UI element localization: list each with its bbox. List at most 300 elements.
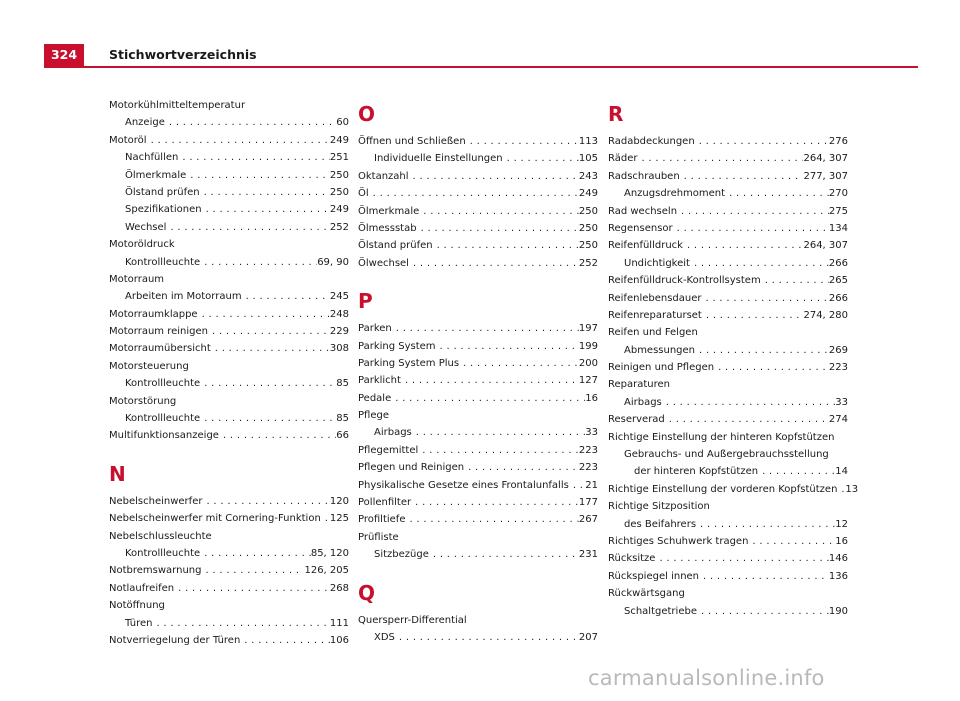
dot-leader <box>202 201 330 218</box>
dot-leader <box>419 203 579 220</box>
index-term: Ölmessstab <box>358 222 417 234</box>
dot-leader <box>242 288 330 305</box>
index-entry <box>608 133 848 150</box>
index-term: Motorstörung <box>109 395 177 407</box>
index-page-ref: 106 <box>329 634 349 646</box>
index-entry <box>608 342 848 359</box>
index-entry <box>608 429 848 446</box>
index-term: Individuelle Einstellungen <box>374 153 503 165</box>
index-entry <box>608 272 848 289</box>
index-entry <box>109 167 349 184</box>
index-page-ref: 229 <box>329 326 349 338</box>
dot-leader <box>186 167 330 184</box>
index-entry <box>109 201 349 218</box>
index-column-1 <box>109 97 349 649</box>
index-page-ref: 197 <box>578 323 598 335</box>
index-term: Öffnen und Schließen <box>358 136 466 147</box>
index-entry <box>608 324 848 341</box>
index-page-ref: 265 <box>828 275 848 287</box>
dot-leader <box>178 149 330 166</box>
index-page-ref: 274, 280 <box>803 309 848 321</box>
index-entry <box>358 546 598 563</box>
index-entry <box>358 255 598 272</box>
dot-leader <box>748 533 835 550</box>
index-term: Reifenreparaturset <box>608 309 702 321</box>
dot-leader <box>690 255 829 272</box>
index-page-ref: 243 <box>578 170 598 182</box>
dot-leader <box>411 494 579 511</box>
index-page-ref: 60 <box>336 117 349 129</box>
index-page-ref: 126, 205 <box>304 565 349 577</box>
index-term: Radschrauben <box>608 170 680 182</box>
index-entry <box>109 528 349 545</box>
index-page-ref: 264, 307 <box>803 240 848 252</box>
index-entry <box>109 288 349 305</box>
index-column-2 <box>358 97 598 646</box>
dot-leader <box>702 290 829 307</box>
index-entry <box>358 355 598 372</box>
dot-leader <box>219 427 336 444</box>
index-entry <box>109 358 349 375</box>
index-entry <box>608 255 848 272</box>
index-term: Rückwärtsgang <box>608 588 685 600</box>
index-term: Reifenfülldruck-Kontrollsystem <box>608 275 761 287</box>
index-entry <box>608 203 848 220</box>
index-term: Richtige Sitzposition <box>608 501 710 513</box>
index-entry <box>109 323 349 340</box>
index-entry <box>358 168 598 185</box>
dot-leader <box>409 168 579 185</box>
dot-leader <box>208 323 330 340</box>
index-entry <box>109 562 349 579</box>
dot-leader <box>464 459 579 476</box>
index-term: Anzeige <box>125 117 165 129</box>
index-entry <box>608 359 848 376</box>
dot-leader <box>837 481 845 498</box>
index-term: Pflege <box>358 410 389 422</box>
dot-leader <box>466 133 579 150</box>
dot-leader <box>695 133 829 150</box>
index-page-ref: 264, 307 <box>803 153 848 165</box>
index-term: Reserverad <box>608 414 665 426</box>
dot-leader <box>201 562 304 579</box>
index-entry <box>109 271 349 288</box>
index-term: Motorraum reinigen <box>109 326 208 338</box>
index-page-ref: 69, 90 <box>317 256 349 268</box>
index-entry <box>109 306 349 323</box>
index-term: Notlaufreifen <box>109 582 175 594</box>
index-entry <box>608 481 859 498</box>
dot-leader <box>200 410 336 427</box>
dot-leader <box>702 307 804 324</box>
dot-leader <box>200 545 311 562</box>
index-entry <box>358 185 598 202</box>
index-entry <box>109 427 349 444</box>
index-term: Airbags <box>624 396 662 408</box>
index-page-ref: 111 <box>329 617 349 629</box>
index-entry <box>109 132 349 149</box>
index-page-ref: 105 <box>578 153 598 165</box>
index-entry <box>358 320 598 337</box>
dot-leader <box>174 580 330 597</box>
index-page-ref: 16 <box>835 535 848 547</box>
index-entry <box>608 603 848 620</box>
dot-leader <box>392 320 579 337</box>
index-term: der hinteren Kopfstützen <box>634 466 759 478</box>
index-entry <box>109 510 349 527</box>
index-entry <box>608 463 848 480</box>
dot-leader <box>395 629 579 646</box>
index-term: Arbeiten im Motorraum <box>125 291 242 303</box>
index-entry <box>358 477 598 494</box>
dot-leader <box>696 516 835 533</box>
index-term: Motoröl <box>109 134 147 146</box>
index-term: Gebrauchs- und Außergebrauchsstellung <box>624 449 829 461</box>
index-entry <box>109 545 349 562</box>
index-entry <box>358 442 598 459</box>
index-page-ref: 200 <box>578 357 598 369</box>
index-entry <box>358 390 598 407</box>
index-page-ref: 16 <box>585 392 598 404</box>
index-term: Kontrollleuchte <box>125 378 201 390</box>
index-entry <box>109 632 349 649</box>
index-term: Richtige Einstellung der hinteren Kopfstützen <box>608 431 835 443</box>
index-term: Oktanzahl <box>358 170 409 182</box>
index-term: Prüfliste <box>358 531 399 543</box>
index-entry <box>358 529 598 546</box>
index-column-3 <box>608 97 859 620</box>
dot-leader <box>417 220 579 237</box>
index-page-ref: 12 <box>835 518 848 530</box>
index-page-ref: 267 <box>578 514 598 526</box>
dot-leader <box>436 338 579 355</box>
index-entry <box>608 150 848 167</box>
index-term: Abmessungen <box>624 344 696 356</box>
index-term: Richtige Einstellung der vorderen Kopfstützen <box>608 483 838 495</box>
index-term: Nebelscheinwerfer <box>109 495 203 507</box>
index-term: Reifen und Felgen <box>608 327 698 339</box>
index-page-ref: 245 <box>329 291 349 303</box>
index-page-ref: 250 <box>578 222 598 234</box>
index-term: Parking System <box>358 340 436 352</box>
index-entry <box>358 494 598 511</box>
page-header <box>0 44 918 66</box>
index-term: Pflegemittel <box>358 444 419 456</box>
dot-leader <box>662 394 836 411</box>
index-term: Richtiges Schuhwerk tragen <box>608 535 749 547</box>
index-entry <box>358 237 598 254</box>
dot-leader <box>198 306 330 323</box>
index-term: Kontrollleuchte <box>125 256 201 268</box>
dot-leader <box>433 237 579 254</box>
index-entry <box>358 150 598 167</box>
dot-leader <box>200 254 317 271</box>
index-term: Öl <box>358 188 369 200</box>
index-entry <box>358 407 598 424</box>
dot-leader <box>401 372 579 389</box>
index-entry <box>109 340 349 357</box>
index-page-ref: 85, 120 <box>310 547 349 559</box>
section-title: Stichwortverzeichnis <box>109 47 257 62</box>
dot-leader <box>665 411 829 428</box>
dot-leader <box>166 219 329 236</box>
index-page-ref: 250 <box>578 205 598 217</box>
dot-leader <box>677 203 829 220</box>
index-entry <box>608 290 848 307</box>
index-term: Wechsel <box>125 221 167 233</box>
index-page-ref: 207 <box>578 631 598 643</box>
index-term: Türen <box>125 617 153 629</box>
index-page-ref: 308 <box>329 343 349 355</box>
index-entry <box>608 516 848 533</box>
index-entry <box>109 493 349 510</box>
index-term: Ölstand prüfen <box>125 186 200 198</box>
index-term: Motorraumklappe <box>109 308 198 320</box>
index-entry <box>109 236 349 253</box>
index-term: Parklicht <box>358 375 401 387</box>
dot-leader <box>761 272 829 289</box>
index-entry <box>608 411 848 428</box>
index-letter-heading: O <box>358 102 376 126</box>
index-page-ref: 266 <box>828 292 848 304</box>
index-page-ref: 250 <box>329 186 349 198</box>
index-term: Profiltiefe <box>358 514 406 526</box>
index-term: Parken <box>358 323 392 335</box>
dot-leader <box>418 442 579 459</box>
index-entry <box>608 237 848 254</box>
dot-leader <box>321 510 330 527</box>
index-page-ref: 21 <box>585 479 598 491</box>
index-page-ref: 85 <box>336 378 349 390</box>
index-entry <box>608 446 848 463</box>
dot-leader <box>725 185 829 202</box>
dot-leader <box>673 220 829 237</box>
index-term: Quersperr-Differential <box>358 614 467 626</box>
index-letter-heading: R <box>608 102 624 126</box>
index-entry <box>109 97 349 114</box>
index-page-ref: 127 <box>578 375 598 387</box>
index-page-ref: 134 <box>828 222 848 234</box>
index-entry <box>608 585 848 602</box>
index-entry <box>358 372 598 389</box>
index-page-ref: 113 <box>578 136 598 147</box>
index-entry <box>608 220 848 237</box>
index-page-ref: 125 <box>329 513 349 525</box>
index-entry <box>608 550 848 567</box>
index-page-ref: 276 <box>828 136 848 147</box>
index-page-ref: 269 <box>828 344 848 356</box>
index-term: Multifunktionsanzeige <box>109 430 219 442</box>
index-page-ref: 120 <box>329 495 349 507</box>
index-entry <box>109 375 349 392</box>
index-page-ref: 85 <box>336 413 349 425</box>
index-entry <box>358 424 598 441</box>
index-entry <box>358 133 598 150</box>
index-page-ref: 14 <box>835 466 848 478</box>
index-entry <box>109 149 349 166</box>
index-term: Kontrollleuchte <box>125 547 201 559</box>
index-page-ref: 223 <box>578 462 598 474</box>
index-term: Reifenlebensdauer <box>608 292 702 304</box>
watermark: carmanualsonline.info <box>588 666 825 690</box>
dot-leader <box>405 511 578 528</box>
dot-leader <box>147 132 330 149</box>
dot-leader <box>412 424 586 441</box>
dot-leader <box>503 150 579 167</box>
dot-leader <box>680 168 804 185</box>
index-term: Airbags <box>374 427 412 439</box>
index-term: Physikalische Gesetze eines Frontalunfalls <box>358 479 569 491</box>
index-page-ref: 270 <box>828 188 848 200</box>
index-term: Ölwechsel <box>358 257 409 269</box>
index-term: Nebelscheinwerfer mit Cornering-Funktion <box>109 513 321 525</box>
dot-leader <box>152 615 329 632</box>
index-term: Schaltgetriebe <box>624 605 697 617</box>
index-entry <box>358 203 598 220</box>
index-term: Notverriegelung der Türen <box>109 634 241 646</box>
index-term: des Beifahrers <box>624 518 697 530</box>
index-letter-heading: P <box>358 289 373 314</box>
index-term: Anzugsdrehmoment <box>624 188 726 200</box>
index-page-ref: 274 <box>828 414 848 426</box>
dot-leader <box>683 237 804 254</box>
index-term: Radabdeckungen <box>608 136 695 147</box>
index-term: Reinigen und Pflegen <box>608 362 715 374</box>
index-page-ref: 275 <box>828 205 848 217</box>
index-entry <box>358 511 598 528</box>
index-term: Parking System Plus <box>358 357 460 369</box>
dot-leader <box>699 568 829 585</box>
dot-leader <box>714 359 829 376</box>
dot-leader <box>200 375 336 392</box>
index-term: Motorraum <box>109 273 165 285</box>
index-page-ref: 251 <box>329 152 349 164</box>
index-letter-heading: N <box>109 461 126 486</box>
index-page-ref: 66 <box>336 430 349 442</box>
index-page-ref: 268 <box>329 582 349 594</box>
index-entry <box>608 533 848 550</box>
index-page-ref: 199 <box>578 340 598 352</box>
index-page-ref: 252 <box>578 257 598 269</box>
index-page-ref: 250 <box>329 169 349 181</box>
index-entry <box>109 219 349 236</box>
dot-leader <box>211 340 330 357</box>
index-page-ref: 177 <box>578 497 598 509</box>
index-term: Motorraumübersicht <box>109 343 211 355</box>
index-entry <box>608 394 848 411</box>
index-page-ref: 249 <box>578 188 598 200</box>
page-number: 324 <box>44 44 84 66</box>
index-term: Ölmerkmale <box>358 205 420 217</box>
index-page-ref: 277, 307 <box>803 170 848 182</box>
dot-leader <box>429 546 579 563</box>
index-term: Pedale <box>358 392 392 404</box>
index-entry <box>358 459 598 476</box>
dot-leader <box>202 493 329 510</box>
index-term: Spezifikationen <box>125 204 202 216</box>
index-entry <box>608 498 848 515</box>
dot-leader <box>758 463 835 480</box>
index-term: Motorkühlmitteltemperatur <box>109 100 246 111</box>
index-term: Ölstand prüfen <box>358 240 433 252</box>
index-page-ref: 146 <box>828 553 848 565</box>
dot-leader <box>637 150 803 167</box>
index-page-ref: 190 <box>828 605 848 617</box>
index-term: Rückspiegel innen <box>608 570 700 582</box>
index-term: Motorsteuerung <box>109 360 189 372</box>
dot-leader <box>200 184 330 201</box>
index-term: XDS <box>374 631 395 643</box>
dot-leader <box>240 632 330 649</box>
index-page-ref: 231 <box>578 549 598 561</box>
index-page-ref: 33 <box>835 396 848 408</box>
index-entry <box>358 612 598 629</box>
index-term: Pflegen und Reinigen <box>358 462 465 474</box>
dot-leader <box>695 342 829 359</box>
index-term: Ölmerkmale <box>125 169 187 181</box>
index-term: Rad wechseln <box>608 205 678 217</box>
index-term: Motoröldruck <box>109 239 175 251</box>
index-entry <box>608 185 848 202</box>
index-term: Rücksitze <box>608 553 656 565</box>
index-term: Räder <box>608 153 638 165</box>
index-page-ref: 223 <box>578 444 598 456</box>
index-page-ref: 252 <box>329 221 349 233</box>
index-page-ref: 249 <box>329 204 349 216</box>
index-term: Regensensor <box>608 222 673 234</box>
dot-leader <box>391 390 585 407</box>
index-term: Notbremswarnung <box>109 565 202 577</box>
dot-leader <box>655 550 828 567</box>
index-entry <box>358 338 598 355</box>
index-entry <box>109 410 349 427</box>
index-term: Nebelschlussleuchte <box>109 530 212 542</box>
index-entry <box>608 307 848 324</box>
index-entry <box>358 220 598 237</box>
index-entry <box>109 615 349 632</box>
index-entry <box>109 184 349 201</box>
index-entry <box>608 568 848 585</box>
index-page-ref: 13 <box>845 483 859 495</box>
dot-leader <box>459 355 579 372</box>
index-term: Undichtigkeit <box>624 257 690 269</box>
index-entry <box>109 580 349 597</box>
dot-leader <box>697 603 829 620</box>
index-page-ref: 266 <box>828 257 848 269</box>
dot-leader <box>369 185 579 202</box>
index-entry <box>608 168 848 185</box>
index-term: Notöffnung <box>109 600 165 612</box>
index-page-ref: 33 <box>585 427 598 439</box>
index-entry <box>608 376 848 393</box>
index-term: Reifenfülldruck <box>608 240 683 252</box>
index-term: Nachfüllen <box>125 152 179 164</box>
index-term: Pollenfilter <box>358 497 412 509</box>
index-page-ref: 250 <box>578 240 598 252</box>
index-page-ref: 249 <box>329 134 349 146</box>
index-term: Kontrollleuchte <box>125 413 201 425</box>
index-term: Sitzbezüge <box>374 549 429 561</box>
dot-leader <box>569 477 585 494</box>
index-entry <box>109 254 349 271</box>
dot-leader <box>165 114 336 131</box>
header-rule <box>44 66 918 68</box>
index-page-ref: 248 <box>329 308 349 320</box>
index-entry <box>358 629 598 646</box>
index-entry <box>109 393 349 410</box>
index-term: Reparaturen <box>608 379 671 391</box>
index-entry <box>109 114 349 131</box>
